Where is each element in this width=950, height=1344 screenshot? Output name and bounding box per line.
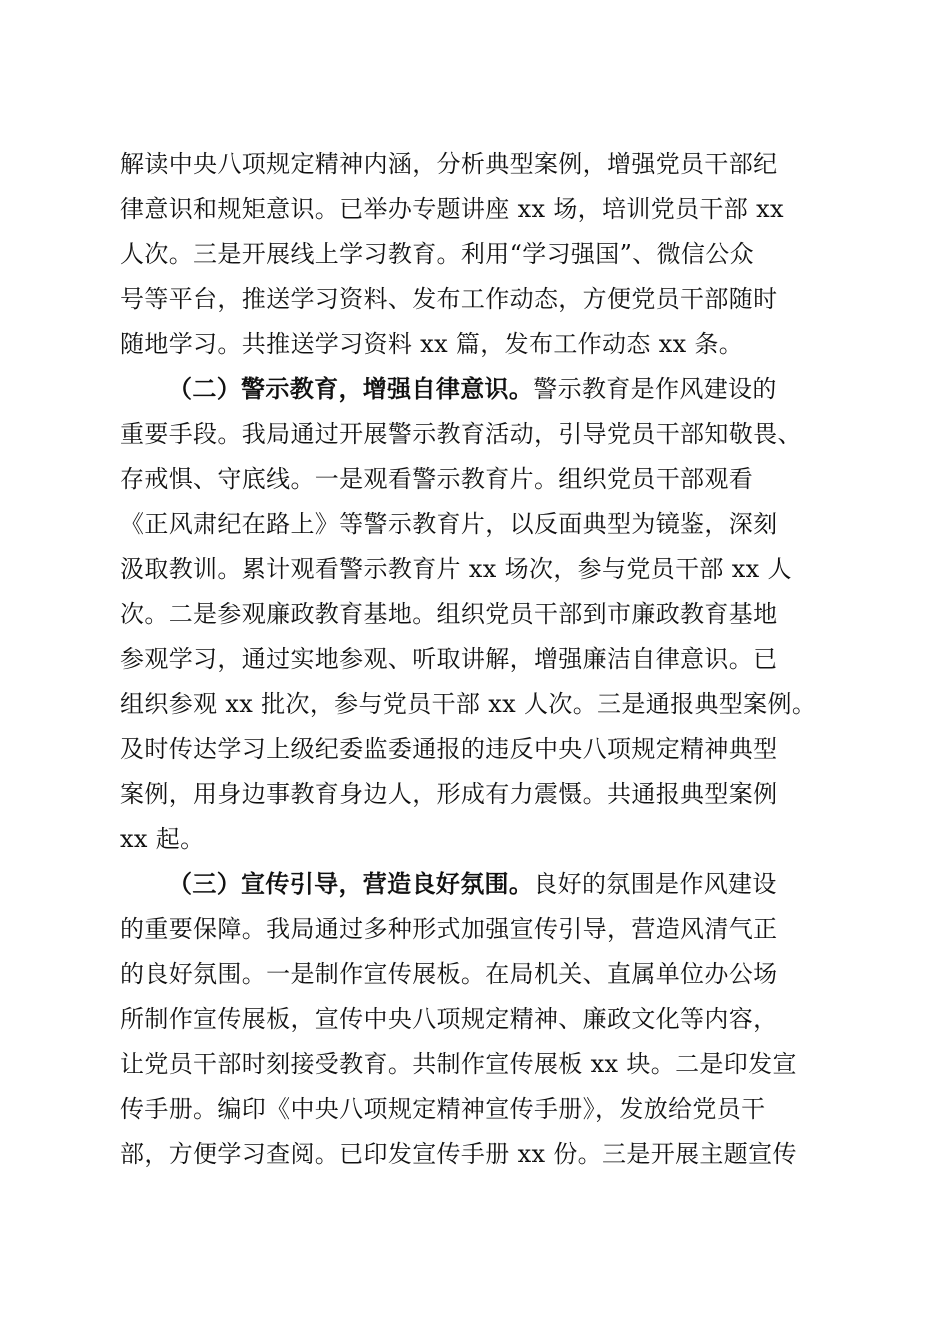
text-line: 汲取教训。累计观看警示教育片 xx 场次，参与党员干部 xx 人 xyxy=(120,555,792,583)
text-line: xx 起。 xyxy=(120,825,205,853)
section-heading: （二）警示教育，增强自律意识。 xyxy=(168,375,534,403)
section-heading: （三）宣传引导，营造良好氛围。 xyxy=(168,870,534,898)
text-line: 参观学习，通过实地参观、听取讲解，增强廉洁自律意识。已 xyxy=(120,645,778,673)
text-line: 律意识和规矩意识。已举办专题讲座 xx 场，培训党员干部 xx xyxy=(120,195,784,223)
text-line: 人次。三是开展线上学习教育。利用“学习强国”、微信公众 xyxy=(120,240,754,268)
text-line: 解读中央八项规定精神内涵，分析典型案例，增强党员干部纪 xyxy=(120,150,778,178)
text-line: 号等平台，推送学习资料、发布工作动态，方便党员干部随时 xyxy=(120,285,778,313)
text-line: 部，方便学习查阅。已印发宣传手册 xx 份。三是开展主题宣传 xyxy=(120,1140,797,1168)
text-line: 存戒惧、守底线。一是观看警示教育片。组织党员干部观看 xyxy=(120,465,754,493)
text-line: 重要手段。我局通过开展警示教育活动，引导党员干部知敬畏、 xyxy=(120,420,802,448)
text-line: 传手册。编印《中央八项规定精神宣传手册》，发放给党员干 xyxy=(120,1095,766,1123)
text-line: 次。二是参观廉政教育基地。组织党员干部到市廉政教育基地 xyxy=(120,600,778,628)
paragraph-first-line xyxy=(168,865,830,903)
text-span: 良好的氛围是作风建设 xyxy=(533,870,777,898)
text-line: 所制作宣传展板，宣传中央八项规定精神、廉政文化等内容， xyxy=(120,1005,778,1033)
text-line: 的重要保障。我局通过多种形式加强宣传引导，营造风清气正 xyxy=(120,915,778,943)
text-line: 案例，用身边事教育身边人，形成有力震慑。共通报典型案例 xyxy=(120,780,778,808)
text-line: 及时传达学习上级纪委监委通报的违反中央八项规定精神典型 xyxy=(120,735,778,763)
text-line: 随地学习。共推送学习资料 xx 篇，发布工作动态 xx 条。 xyxy=(120,330,744,358)
paragraph-first-line xyxy=(168,370,830,408)
text-line: 组织参观 xx 批次，参与党员干部 xx 人次。三是通报典型案例。 xyxy=(120,690,817,718)
text-line: 《正风肃纪在路上》等警示教育片，以反面典型为镜鉴，深刻 xyxy=(120,510,778,538)
text-line: 的良好氛围。一是制作宣传展板。在局机关、直属单位办公场 xyxy=(120,960,778,988)
text-span: 警示教育是作风建设的 xyxy=(533,375,777,403)
text-line: 让党员干部时刻接受教育。共制作宣传展板 xx 块。二是印发宣 xyxy=(120,1050,797,1078)
